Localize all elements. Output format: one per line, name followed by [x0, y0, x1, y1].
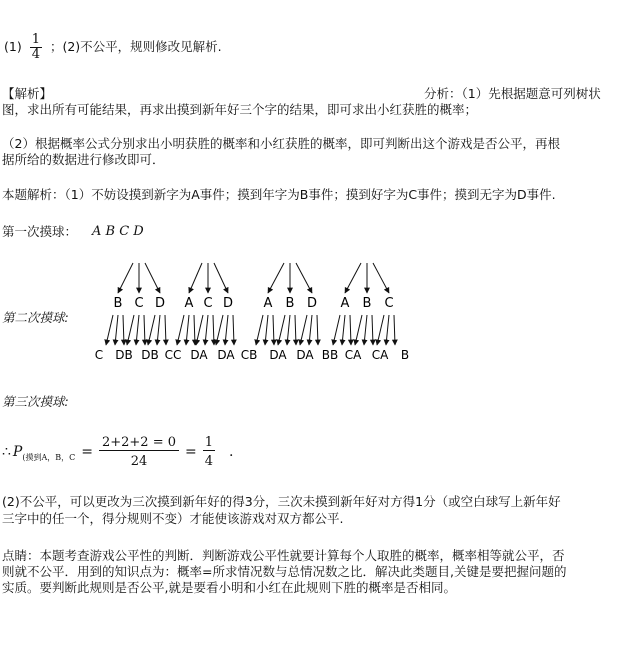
arrow-second-to-third	[165, 315, 166, 345]
arrow-second-to-third	[225, 315, 228, 345]
equals-sign-2: =	[185, 444, 197, 460]
third-draw-label-item: CA	[344, 348, 362, 362]
arrow-second-to-third	[355, 315, 362, 345]
arrow-first-to-second	[268, 263, 284, 293]
first-level-arrows	[118, 263, 389, 293]
arrow-second-to-third	[265, 315, 268, 345]
arrow-second-to-third	[273, 315, 274, 345]
arrow-second-to-third	[127, 315, 134, 345]
arrow-second-to-third	[377, 315, 384, 345]
arrow-first-to-second	[189, 263, 202, 293]
third-draw-label: 第三次摸球:	[2, 394, 69, 409]
arrow-second-to-third	[278, 315, 285, 345]
arrow-second-to-third	[287, 315, 290, 345]
second-draw-letter: A	[184, 296, 194, 311]
analysis-line-4: 据所给的数据进行修改即可．	[2, 152, 165, 167]
probability-formula	[2, 432, 233, 472]
arrow-second-to-third	[300, 315, 307, 345]
arrow-second-to-third	[333, 315, 340, 345]
tree-diagram	[0, 255, 630, 365]
part2-line-1: (2)不公平，可以更改为三次摸到新年好的得3分，三次未摸到新年好对方得1分（或空白球写上新年好	[2, 494, 561, 509]
arrow-second-to-third	[196, 315, 203, 345]
fraction-numerator: 1	[31, 32, 40, 47]
arrow-second-to-third	[233, 315, 234, 345]
point-line-1: 点睛：本题考查游戏公平性的判断．判断游戏公平性就要计算每个人取胜的概率，概率相等就公平，否	[2, 548, 565, 563]
formula-fraction	[99, 436, 179, 469]
probability-subscript: (摸到A，B，C	[22, 452, 76, 462]
second-draw-label: 第二次摸球:	[2, 310, 69, 325]
point-line-3: 实质。要判断此规则是否公平,就是要看小明和小红在此规则下胜的概率是否相同。	[2, 580, 456, 595]
arrow-second-to-third	[186, 315, 189, 345]
third-draw-row	[95, 348, 409, 362]
third-draw-label-item: DB	[115, 348, 133, 362]
third-draw-label-item: DA	[190, 348, 208, 362]
point-line-2: 则就不公平．用到的知识点为：概率=所求情况数与总情况数之比．解决此类题目,关键是要把握问题的	[2, 564, 567, 579]
third-draw-label-item: CB	[240, 348, 258, 362]
arrow-first-to-second	[345, 263, 361, 293]
arrow-first-to-second	[373, 263, 389, 293]
probability-symbol: P	[12, 444, 23, 460]
third-draw-label-item: BB	[321, 348, 339, 362]
second-draw-letter: D	[306, 296, 318, 311]
arrow-second-to-third	[148, 315, 155, 345]
second-draw-letter: A	[263, 296, 273, 311]
second-draw-letter: D	[154, 296, 166, 311]
arrow-second-to-third	[256, 315, 263, 345]
second-draw-letter: D	[222, 296, 234, 311]
solution-intro: 本题解析：（1）不妨设摸到新字为A事件；摸到年字为B事件；摸到好字为C事件；摸到无字为D事件.	[2, 187, 556, 202]
arrow-second-to-third	[177, 315, 184, 345]
second-draw-letter: C	[384, 296, 394, 311]
therefore-symbol: ∴	[2, 444, 11, 460]
answer-rest: ；(2)不公平，规则修改见解析.	[49, 39, 222, 54]
arrow-second-to-third	[115, 315, 118, 345]
third-draw-label-item: C	[94, 348, 104, 362]
arrow-second-to-third	[205, 315, 208, 345]
arrow-second-to-third	[309, 315, 312, 345]
arrow-second-to-third	[317, 315, 318, 345]
result-fraction	[203, 436, 215, 469]
arrow-second-to-third	[372, 315, 373, 345]
second-draw-letter: C	[134, 296, 144, 311]
arrow-second-to-third	[216, 315, 223, 345]
second-draw-letter: C	[203, 296, 213, 311]
arrow-second-to-third	[342, 315, 345, 345]
second-level-arrows	[106, 315, 395, 345]
result-denominator: 4	[204, 453, 214, 469]
arrow-second-to-third	[136, 315, 139, 345]
arrow-first-to-second	[214, 263, 228, 293]
formula-denominator: 24	[130, 453, 148, 469]
arrow-second-to-third	[350, 315, 351, 345]
third-draw-label-item: CA	[371, 348, 389, 362]
third-draw-label-item: B	[400, 348, 410, 362]
third-draw-label-item: DA	[217, 348, 235, 362]
arrow-second-to-third	[364, 315, 367, 345]
arrow-second-to-third	[157, 315, 160, 345]
answer-fraction	[30, 33, 42, 62]
second-draw-letter: B	[285, 296, 295, 311]
third-draw-label-item: CC	[164, 348, 182, 362]
analysis-title: 【解析】	[2, 86, 53, 101]
second-draw-row	[114, 296, 394, 311]
arrow-first-to-second	[118, 263, 133, 293]
arrow-first-to-second	[145, 263, 160, 293]
second-draw-letter: A	[340, 296, 350, 311]
first-draw-letters: A B C D	[92, 224, 144, 239]
arrow-second-to-third	[386, 315, 389, 345]
equals-sign-1: =	[81, 444, 93, 460]
answer-part1-label: (1)	[4, 39, 22, 54]
formula-numerator: 2+2+2 = 0	[99, 436, 179, 451]
answer-line	[4, 33, 222, 62]
arrow-second-to-third	[394, 315, 395, 345]
second-draw-letter: B	[362, 296, 372, 311]
arrow-second-to-third	[194, 315, 195, 345]
arrow-second-to-third	[144, 315, 145, 345]
formula-end: .	[229, 444, 234, 460]
arrow-second-to-third	[295, 315, 296, 345]
arrow-second-to-third	[123, 315, 124, 345]
analysis-summary: 分析：（1）先根据题意可列树状	[424, 86, 601, 101]
third-draw-label-item: DA	[296, 348, 314, 362]
third-draw-label-item: DA	[269, 348, 287, 362]
second-draw-letter: B	[113, 296, 123, 311]
analysis-line-3: （2）根据概率公式分别求出小明获胜的概率和小红获胜的概率，即可判断出这个游戏是否公平，再根	[2, 136, 560, 151]
part2-line-2: 三字中的任一个，得分规则不变）才能使该游戏对双方都公平.	[2, 511, 344, 526]
third-draw-label-item: DB	[141, 348, 159, 362]
analysis-line-2: 图，求出所有可能结果，再求出摸到新年好三个字的结果，即可求出小红获胜的概率；	[2, 102, 478, 117]
arrow-second-to-third	[106, 315, 113, 345]
arrow-second-to-third	[213, 315, 214, 345]
first-draw-label: 第一次摸球：	[2, 224, 78, 239]
result-numerator: 1	[204, 434, 214, 450]
arrow-first-to-second	[296, 263, 312, 293]
fraction-denominator: 4	[31, 47, 40, 62]
